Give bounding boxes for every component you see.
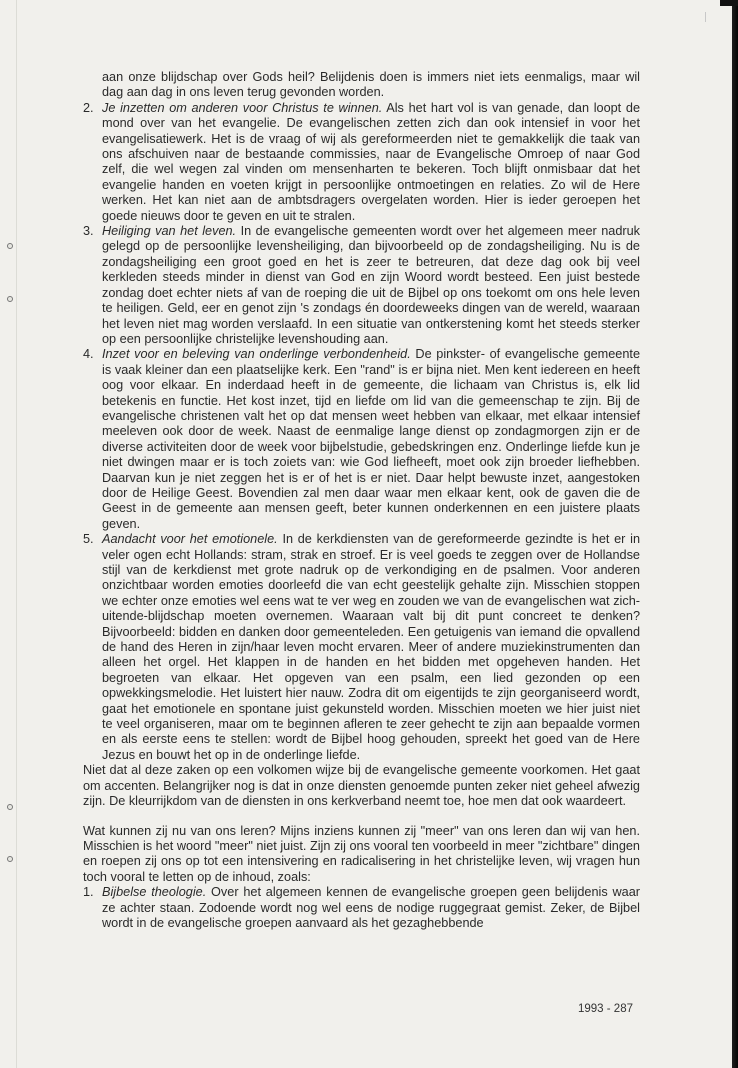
- list-item-5: [83, 532, 640, 763]
- binder-hole-mark: [7, 856, 13, 862]
- question-paragraph: Wat kunnen zij nu van ons leren? Mijns inziens kunnen zij "meer" van ons leren dan wij van hen. Misschien is het woord "meer" niet juist. Zijn zij ons vooral ten voorbeeld in meer "zichtbare" dingen en roepen zij ons op tot een intensivering en radicalisering in het christelijke leven, wij vragen hun toch vooral te letten op de inhoud, zoals:: [83, 823, 640, 884]
- list-item-text: Als het hart vol is van genade, dan loopt de mond over van het evangelie. De evangelischen zetten zich dan ook intensief in voor het evangelisatiewerk. Het is de vraag of wij als gereformeerden niet te gemakkelijk die taak van ons afschuiven naar de bestaande commissies, naar de Evangelische Omroep of naar God zelf, die wel wegen zal vinden om mensenharten te bekeren. Toch blijft onmisbaar dat het evangelie handen en voeten krijgt in persoonlijke ontmoetingen en relaties. Zo wil de Here werken. Het kan niet aan de ambtsdragers overgelaten worden. Hier is ieder geroepen het goede nieuws door te geven en uit te stralen.: [102, 100, 640, 223]
- list-item-text: In de evangelische gemeenten wordt over het algemeen meer nadruk gelegd op de persoonlijke levensheiliging, dan bijvoorbeeld op de zondagsheiliging. Nu is de zondagsheiliging een groot goed en het is zeer te betreuren, dat deze dag ook bij veel kerkleden steeds minder in dienst van God en zijn Woord wordt besteed. Een juist bestede zondag doet echter niets af van de roeping die uit de Bijbel op ons toekomt om ons hele leven te heiligen. Geld, eer en genot zijn 's zondags én doordeweeks dingen van de wereld, waaraan het leven niet mag worden verslaafd. In een situatie van ontkerstening komt het steeds sterker op een persoonlijke christelijke levenshouding aan.: [102, 224, 641, 346]
- scan-border-top: [720, 0, 738, 6]
- page-edge: [16, 0, 17, 1068]
- list-item-3: [83, 224, 640, 347]
- paragraph-gap: [83, 810, 640, 824]
- list-item-text: In de kerkdiensten van de gereformeerde gezindte is het er in veler ogen echt Hollands: stram, strak en stroef. Er is veel goeds te zeggen over de Hollandse stijl van de kerkdienst met grote nadruk op de verkondiging en de psalmen. Voor anderen onzichtbaar worden emoties doorleefd die van echt geestelijk gehalte zijn. Misschien stoppen we echter onze emoties wel eens wat te ver weg en zouden we van de evangelischen wat zich-uitende-blijdschap moeten overnemen. Waaraan valt bij dit punt concreet te denken? Bijvoorbeeld: bidden en danken door gemeenteleden. Een getuigenis van iemand die opvallend de hand des Heren in zijn/haar leven mocht ervaren. Meer of andere muziekinstrumenten dan alleen het orgel. Het klappen in de handen en het bidden met opgeheven handen. Het begroeten van elkaar. Het opgeven van een psalm, een lied gezonden op een opwekkingsmelodie. Het luistert hier nauw. Zodra dit om eigentijds te zijn georganiseerd wordt, gaat het emotionele en spontane juist gekunsteld worden. Misschien moeten we hier juist niet te veel organiseren, maar om te beginnen afleren te zeer gehecht te zijn aan bepaalde vormen en als eerste eens te stellen: wordt de Bijbel hoog gehouden, spreekt het goed van de Here Jezus en bouwt het op in de onderlinge liefde.: [102, 532, 641, 762]
- list-number: 1.: [83, 885, 94, 900]
- list-item-text: Over het algemeen kennen de evangelische groepen geen belijdenis waar ze achter staan. Zodoende wordt nog wel eens de nodige ruggegraat gemist. Zeker, de Bijbel wordt in de evangelische groepen aanvaard als het gezaghebbende: [102, 885, 640, 930]
- list-item-title: Inzet voor en beleving van onderlinge verbondenheid.: [102, 347, 411, 362]
- binder-hole-mark: [7, 243, 13, 249]
- list-item-1: [83, 885, 640, 931]
- list-item-2: [83, 101, 640, 224]
- list-number: 3.: [83, 224, 94, 239]
- corner-mark: [705, 12, 706, 22]
- summary-paragraph: Niet dat al deze zaken op een volkomen wijze bij de evangelische gemeente voorkomen. Het gaat om accenten. Belangrijker nog is dat in onze diensten genoemde punten zeker niet geheel afwezig zijn. De kleurrijkdom van de diensten in ons kerkverband neemt toe, hoe men dat ook waardeert.: [83, 763, 640, 809]
- list-item-title: Aandacht voor het emotionele.: [102, 532, 278, 547]
- list-item-title: Je inzetten om anderen voor Christus te winnen.: [102, 100, 383, 115]
- article-body: [83, 70, 640, 931]
- scan-border-right: [732, 0, 738, 1068]
- intro-continuation: aan onze blijdschap over Gods heil? Belijdenis doen is immers niet iets eenmaligs, maar wil dag aan dag in ons leven terug gevonden worden.: [102, 70, 640, 100]
- list-number: 2.: [83, 100, 94, 115]
- page-number: 1993 - 287: [578, 1003, 633, 1015]
- list-item-title: Heiliging van het leven.: [102, 224, 237, 239]
- list-number: 4.: [83, 347, 94, 362]
- binder-hole-mark: [7, 296, 13, 302]
- binder-hole-mark: [7, 804, 13, 810]
- list-number: 5.: [83, 532, 94, 547]
- list-item-text: De pinkster- of evangelische gemeente is vaak kleiner dan een plaatselijke kerk. Een "rand" is er bijna niet. Men kent iedereen en heeft oog voor elkaar. En inderdaad heeft in de gemeente, die lichaam van Christus is, elk lid betekenis en functie. Het kost inzet, tijd en liefde om lid van die gemeenschap te zijn. Bij de evangelische christenen valt het op dat mensen weet hebben van elkaar, met elkaar intensief meeleven ook door de week. Naast de eenmalige lange dienst op zondagmorgen zijn er de diverse activiteiten door de week voor bijbelstudie, gebedskringen enz. Onderlinge liefde kun je niet dwingen maar er is toch zoiets van: wie God liefheeft, moet ook zijn broeder liefhebben. Daarvan kun je niet zeggen het is er of het is er niet. Daar helpt bewuste inzet, aangestoken door de Heilige Geest. Bovendien zal men daar waar men elkaar kent, ook de gaven die de Geest in de gemeente aan mensen geeft, beter kunnen onderkennen en een juistere plaats geven.: [102, 347, 641, 531]
- list-item-4: [83, 347, 640, 532]
- list-item-title: Bijbelse theologie.: [102, 885, 207, 900]
